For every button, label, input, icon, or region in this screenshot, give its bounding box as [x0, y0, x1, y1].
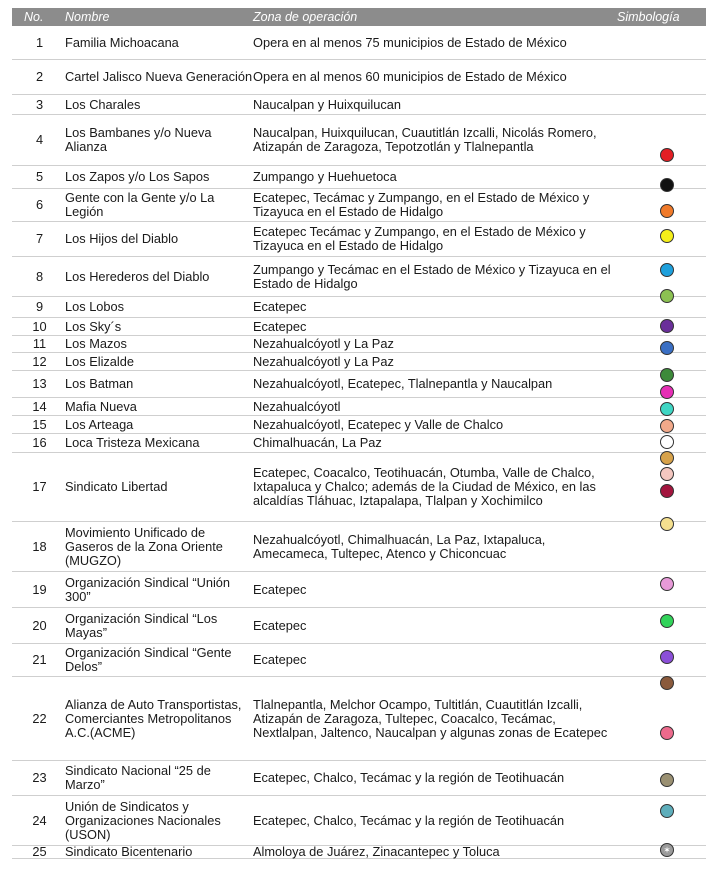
black-dot-icon	[660, 178, 674, 192]
pale-yellow-dot-icon	[660, 517, 674, 531]
light-green-dot-icon	[660, 289, 674, 303]
row-number: 2	[35, 69, 44, 84]
white-dot-icon	[660, 435, 674, 449]
row-name: Alianza de Auto Transportistas, Comerciantes Metropolitanos A.C.(ACME)	[65, 696, 242, 740]
row-name: Sindicato Bicentenario	[65, 844, 193, 859]
pale-pink-dot-icon	[660, 467, 674, 481]
row-zone: Nezahualcóyotl, Ecatepec, Tlalnepantla y Naucalpan	[253, 376, 553, 391]
table-row	[12, 434, 706, 453]
row-zone: Nezahualcóyotl y La Paz	[253, 353, 394, 369]
table-row	[12, 60, 706, 95]
turquoise-dot-icon	[660, 402, 674, 416]
row-number: 22	[32, 710, 47, 726]
yellow-dot-icon	[660, 229, 674, 243]
header-symbol: Simbología	[617, 10, 680, 24]
row-zone: Ecatepec	[253, 581, 307, 597]
table-row	[12, 796, 706, 846]
row-number: 10	[32, 318, 47, 334]
violet-dot-icon	[660, 650, 674, 664]
table-row	[12, 336, 706, 353]
operations-table	[12, 8, 706, 859]
table-row	[12, 416, 706, 434]
brown-dot-icon	[660, 676, 674, 690]
row-number: 3	[35, 96, 44, 112]
row-name: Los Charales	[65, 96, 141, 112]
row-zone: Ecatepec, Coacalco, Teotihuacán, Otumba, Valle de Chalco, Ixtapaluca y Chalco; además de la Ciudad de México, en las alcaldías Tláhuac, Iztapalapa, Tlalpan y Xochimilco	[253, 465, 596, 508]
row-name: Familia Michoacana	[65, 34, 179, 50]
row-zone: Ecatepec Tecámac y Zumpango, en el Estado de México y Tizayuca en el Estado de Hidalgo	[253, 224, 586, 253]
row-number: 15	[32, 416, 47, 432]
row-zone: Ecatepec, Chalco, Tecámac y la región de Teotihuacán	[253, 812, 565, 828]
purple-dot-icon	[660, 319, 674, 333]
row-name: Los Herederos del Diablo	[65, 268, 210, 284]
row-zone: Naucalpan, Huixquilucan, Cuautitlán Izcalli, Nicolás Romero, Atizapán de Zaragoza, Tepotzotlán y Tlalnepantla	[253, 125, 597, 154]
row-name: Organización Sindical “Unión 300”	[65, 574, 231, 604]
row-zone: Ecatepec	[253, 299, 307, 314]
pink-dot-icon	[660, 577, 674, 591]
table-row	[12, 353, 706, 371]
row-zone: Nezahualcóyotl, Ecatepec y Valle de Chalco	[253, 416, 504, 432]
row-number: 17	[32, 479, 47, 494]
row-name: Mafia Nueva	[65, 398, 137, 414]
blue-dot-icon	[660, 263, 674, 277]
row-name: Organización Sindical “Los Mayas”	[65, 610, 218, 640]
row-zone: Naucalpan y Huixquilucan	[253, 96, 401, 112]
row-name: Los Arteaga	[65, 416, 134, 432]
row-name: Sindicato Libertad	[65, 479, 168, 494]
table-row	[12, 95, 706, 115]
medium-blue-dot-icon	[660, 341, 674, 355]
row-number: 5	[35, 169, 44, 184]
row-name: Los Lobos	[65, 299, 125, 314]
row-zone: Opera en al menos 60 municipios de Estado de México	[253, 69, 567, 84]
header-no: No.	[24, 10, 44, 24]
table-row	[12, 644, 706, 677]
row-name: Los Hijos del Diablo	[65, 231, 179, 246]
salmon-dot-icon	[660, 419, 674, 433]
row-name: Los Batman	[65, 376, 134, 391]
table-row	[12, 26, 706, 60]
row-number: 7	[35, 231, 44, 246]
row-zone: Nezahualcóyotl	[253, 398, 341, 414]
orange-dot-icon	[660, 204, 674, 218]
row-zone: Ecatepec	[253, 652, 307, 667]
table-row	[12, 522, 706, 572]
row-number: 20	[32, 617, 47, 633]
row-zone: Zumpango y Tecámac en el Estado de México y Tizayuca en el Estado de Hidalgo	[253, 261, 611, 291]
row-name: Los Sky´s	[65, 318, 122, 334]
table-row	[12, 572, 706, 608]
header-name: Nombre	[65, 10, 110, 24]
row-number: 6	[35, 197, 44, 212]
table-row	[12, 318, 706, 336]
row-name: Unión de Sindicatos y Organizaciones Nacionales (USON)	[65, 798, 221, 842]
table-row	[12, 398, 706, 416]
row-zone: Ecatepec	[253, 318, 307, 334]
row-name: Movimiento Unificado de Gaseros de la Zona Oriente (MUGZO)	[65, 524, 223, 568]
row-number: 8	[35, 268, 44, 284]
row-number: 19	[32, 581, 47, 597]
table-row	[12, 453, 706, 522]
table-row	[12, 257, 706, 297]
red-dot-icon	[660, 148, 674, 162]
row-name: Los Zapos y/o Los Sapos	[65, 169, 210, 184]
row-zone: Chimalhuacán, La Paz	[253, 435, 382, 450]
gold-dot-icon	[660, 451, 674, 465]
row-zone: Ecatepec, Tecámac y Zumpango, en el Estado de México y Tizayuca en el Estado de Hidalgo	[253, 190, 590, 219]
row-zone: Almoloya de Juárez, Zinacantepec y Toluca	[253, 844, 500, 859]
dark-green-dot-icon	[660, 368, 674, 382]
row-zone: Zumpango y Huehuetoca	[253, 169, 397, 184]
row-zone: Nezahualcóyotl, Chimalhuacán, La Paz, Ixtapaluca, Amecameca, Tultepec, Atenco y Chiconcuac	[253, 531, 546, 561]
row-number: 9	[35, 299, 44, 314]
bright-green-dot-icon	[660, 614, 674, 628]
row-zone: Opera en al menos 75 municipios de Estado de México	[253, 34, 567, 50]
teal-dot-icon	[660, 804, 674, 818]
row-name: Gente con la Gente y/o La Legión	[65, 190, 215, 219]
row-number: 18	[32, 538, 47, 554]
table-row	[12, 608, 706, 644]
row-number: 1	[35, 34, 44, 50]
row-zone: Ecatepec, Chalco, Tecámac y la región de Teotihuacán	[253, 770, 565, 785]
row-zone: Tlalnepantla, Melchor Ocampo, Tultitlán, Cuautitlán Izcalli, Atizapán de Zaragoza, Tultepec, Coacalco, Tecámac, Nextlalpan, Jaltenco, Naucalpan y algunas zonas de Ecatepec	[253, 696, 608, 740]
table-row	[12, 115, 706, 166]
row-number: 14	[32, 398, 47, 414]
table-row	[12, 166, 706, 189]
gray-emblem-dot-icon: ✶	[660, 843, 674, 857]
row-name: Sindicato Nacional “25 de Marzo”	[65, 763, 211, 792]
table-row	[12, 297, 706, 318]
row-name: Los Mazos	[65, 336, 127, 351]
row-number: 11	[32, 336, 47, 351]
row-name: Organización Sindical “Gente Delos”	[65, 645, 232, 674]
row-name: Loca Tristeza Mexicana	[65, 435, 200, 450]
taupe-dot-icon	[660, 773, 674, 787]
row-number: 4	[35, 132, 44, 147]
table-header	[12, 8, 706, 26]
table-row	[12, 189, 706, 222]
row-zone: Ecatepec	[253, 617, 307, 633]
row-name: Cartel Jalisco Nueva Generación	[65, 69, 253, 84]
magenta-dot-icon	[660, 385, 674, 399]
row-name: Los Bambanes y/o Nueva Alianza	[65, 125, 212, 154]
crimson-dot-icon	[660, 484, 674, 498]
row-number: 13	[32, 376, 47, 391]
row-number: 21	[32, 652, 47, 667]
header-zone: Zona de operación	[253, 10, 358, 24]
row-number: 12	[32, 353, 47, 369]
table-row	[12, 761, 706, 796]
row-name: Los Elizalde	[65, 353, 135, 369]
table-row	[12, 677, 706, 761]
row-number: 25	[32, 844, 47, 859]
rose-dot-icon	[660, 726, 674, 740]
table-row	[12, 846, 706, 859]
row-number: 24	[32, 812, 47, 828]
table-row	[12, 371, 706, 398]
table-row	[12, 222, 706, 257]
row-number: 23	[32, 770, 47, 785]
row-number: 16	[32, 435, 47, 450]
row-zone: Nezahualcóyotl y La Paz	[253, 336, 394, 351]
